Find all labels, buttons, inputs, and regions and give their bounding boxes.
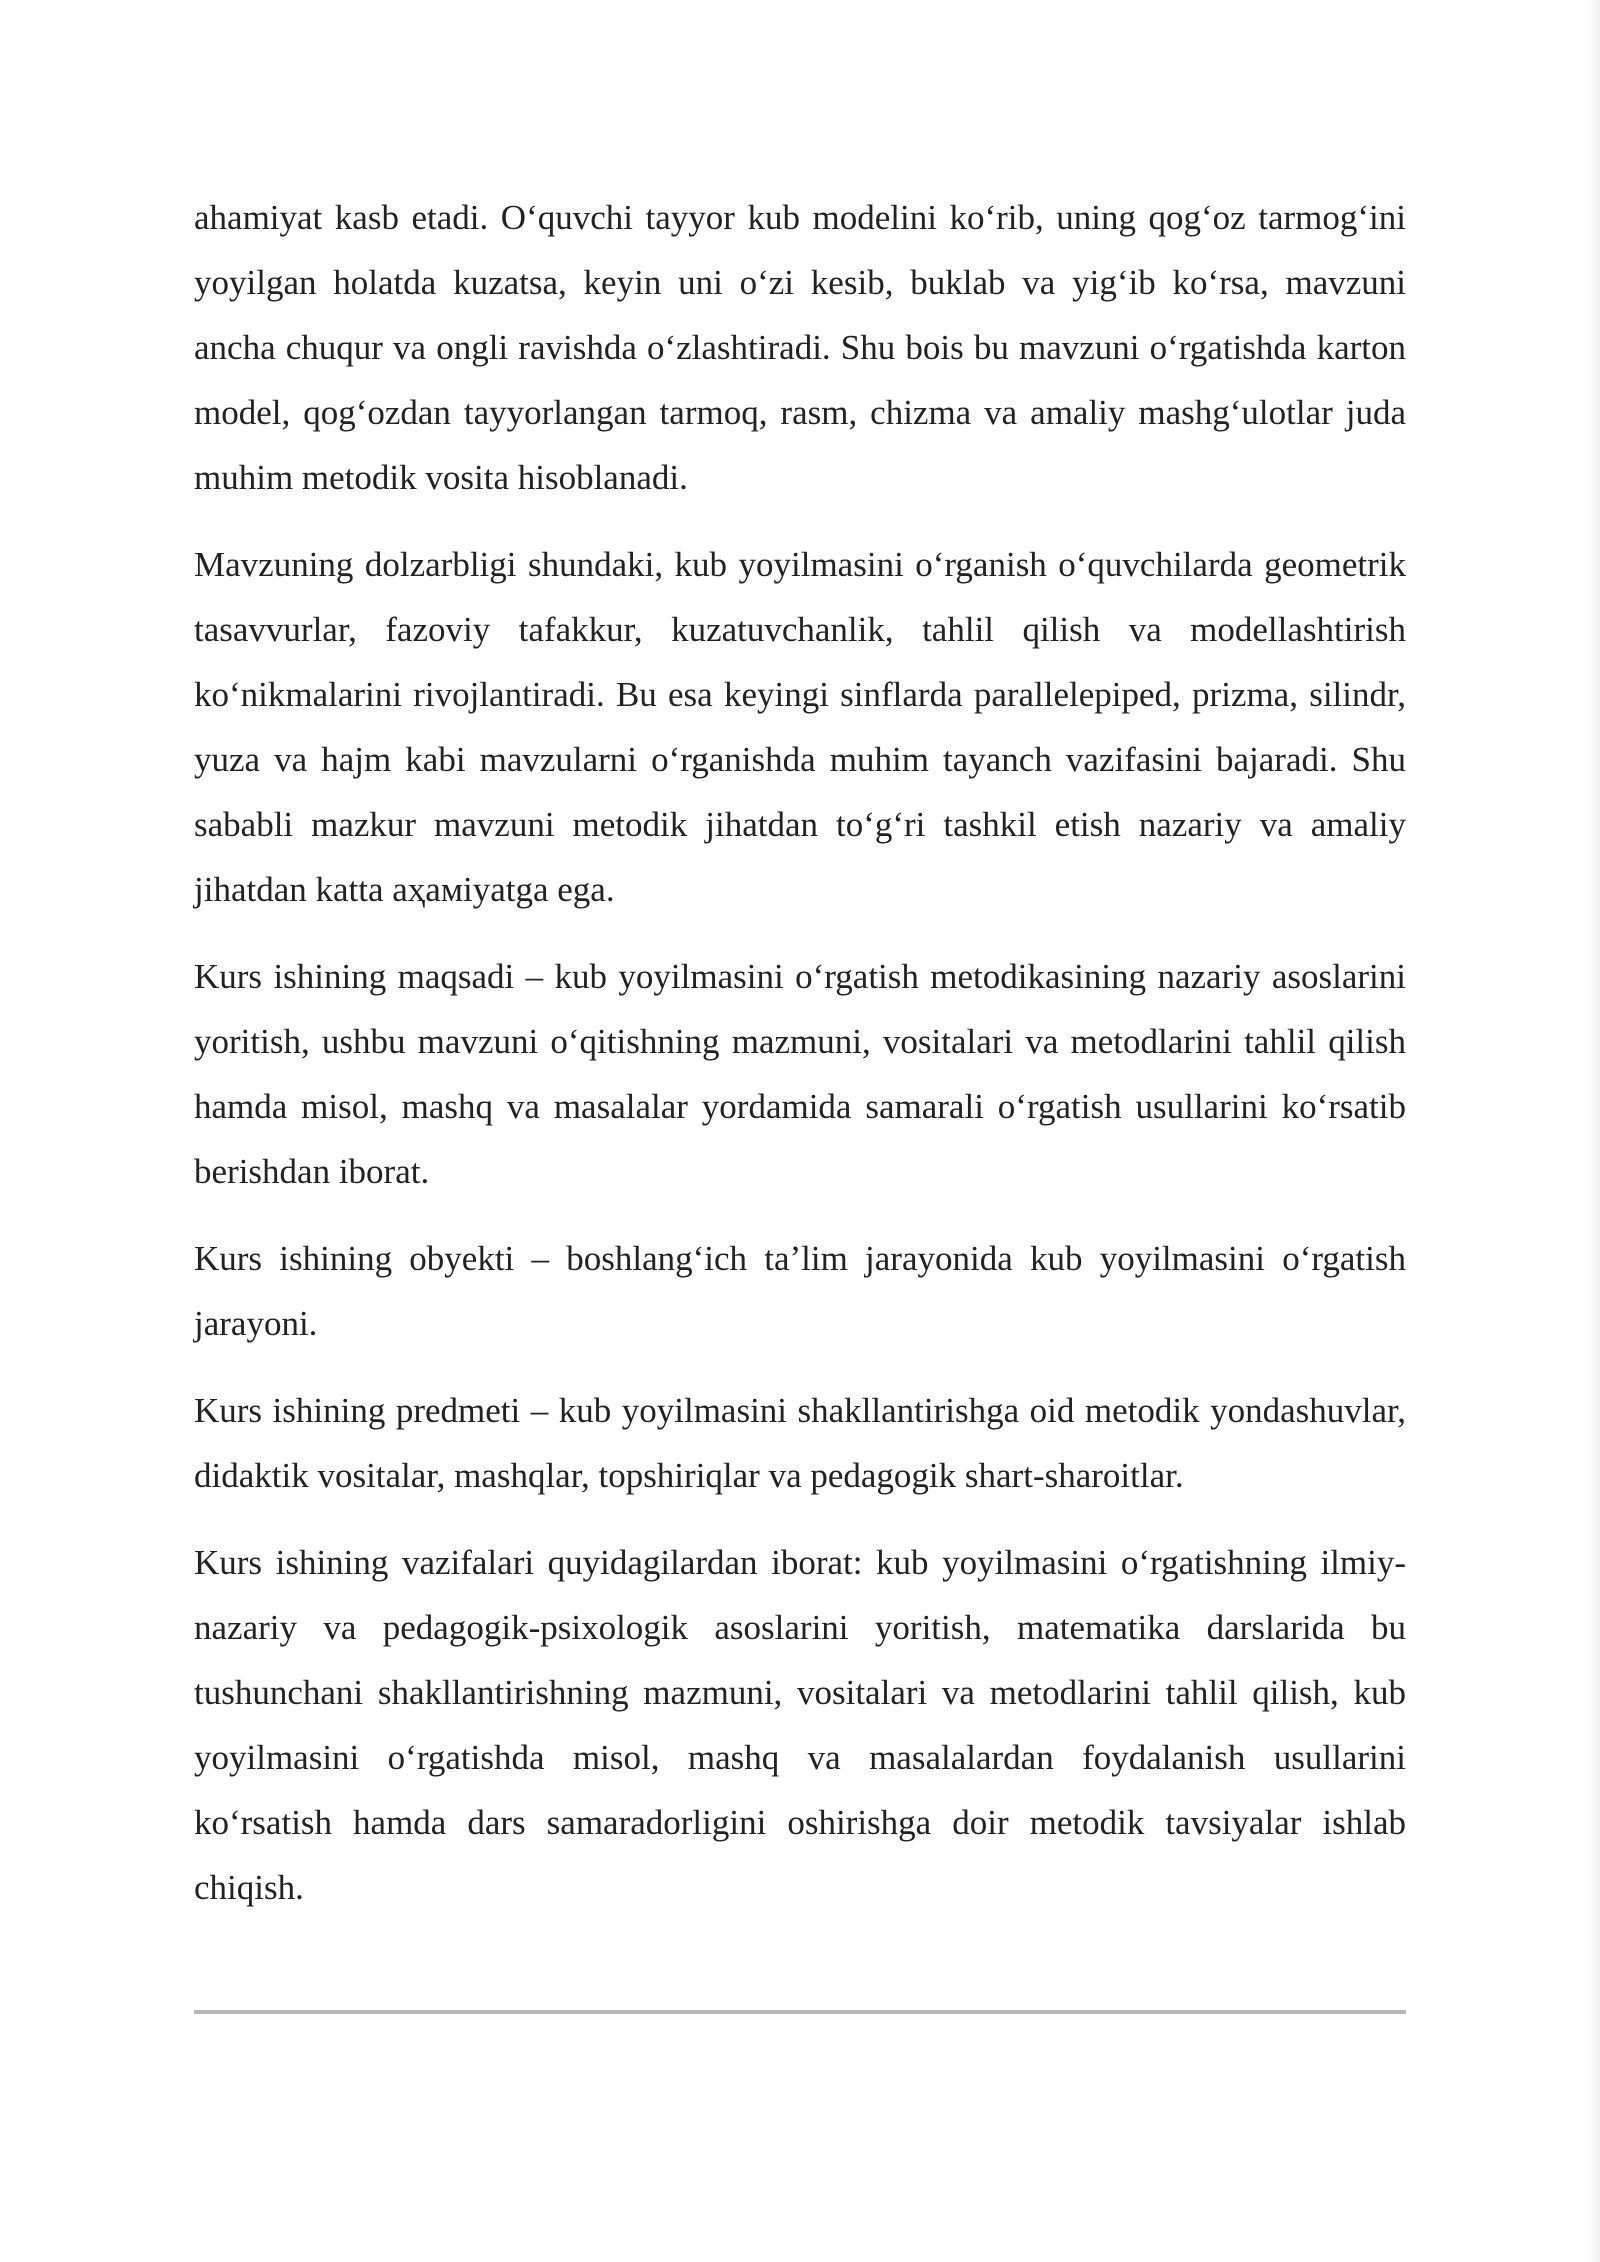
page-edge-shadow: [1586, 0, 1600, 2262]
paragraph-subject: Kurs ishining predmeti – kub yoyilmasini shakllantirishga oid metodik yondashuvlar, didaktik vositalar, mashqlar, topshiriqlar va pedagogik shart-sharoitlar.: [194, 1391, 1406, 1495]
paragraph-relevance: Mavzuning dolzarbligi shundaki, kub yoyilmasini oʻrganish oʻquvchilarda geometrik tasavvurlar, fazoviy tafakkur, kuzatuvchanlik, tahlil qilish va modellashtirish koʻnikmalarini rivojlantiradi. Bu esa keyingi sinflarda parallelepiped, prizma, silindr, yuza va hajm kabi mavzularni oʻrganishda muhim tayanch vazifasini bajaradi. Shu sababli mazkur mavzuni metodik jihatdan toʻgʻri tashkil etish nazariy va amaliy jihatdan katta aҳамiyatga ega.: [194, 545, 1406, 909]
body-text: [194, 185, 1406, 1942]
horizontal-divider: [194, 2010, 1406, 2014]
paragraph-tasks: Kurs ishining vazifalari quyidagilardan iborat: kub yoyilmasini oʻrgatishning ilmiy-nazariy va pedagogik-psixologik asoslarini yoritish, matematika darslarida bu tushunchani shakllantirishning mazmuni, vositalari va metodlarini tahlil qilish, kub yoyilmasini oʻrgatishda misol, mashq va masalalardan foydalanish usullarini koʻrsatish hamda dars samaradorligini oshirishga doir metodik tavsiyalar ishlab chiqish.: [194, 1543, 1406, 1907]
paragraph-importance-continuation: ahamiyat kasb etadi. Oʻquvchi tayyor kub modelini koʻrib, uning qogʻoz tarmogʻini yoyilgan holatda kuzatsa, keyin uni oʻzi kesib, buklab va yigʻib koʻrsa, mavzuni ancha chuqur va ongli ravishda oʻzlashtiradi. Shu bois bu mavzuni oʻrgatishda karton model, qogʻozdan tayyorlangan tarmoq, rasm, chizma va amaliy mashgʻulotlar juda muhim metodik vosita hisoblanadi.: [194, 198, 1406, 497]
paragraph-goal: Kurs ishining maqsadi – kub yoyilmasini oʻrgatish metodikasining nazariy asoslarini yoritish, ushbu mavzuni oʻqitishning mazmuni, vositalari va metodlarini tahlil qilish hamda misol, mashq va masalalar yordamida samarali oʻrgatish usullarini koʻrsatib berishdan iborat.: [194, 957, 1406, 1191]
paragraph-object: Kurs ishining obyekti – boshlangʻich taʼlim jarayonida kub yoyilmasini oʻrgatish jarayoni.: [194, 1239, 1406, 1343]
